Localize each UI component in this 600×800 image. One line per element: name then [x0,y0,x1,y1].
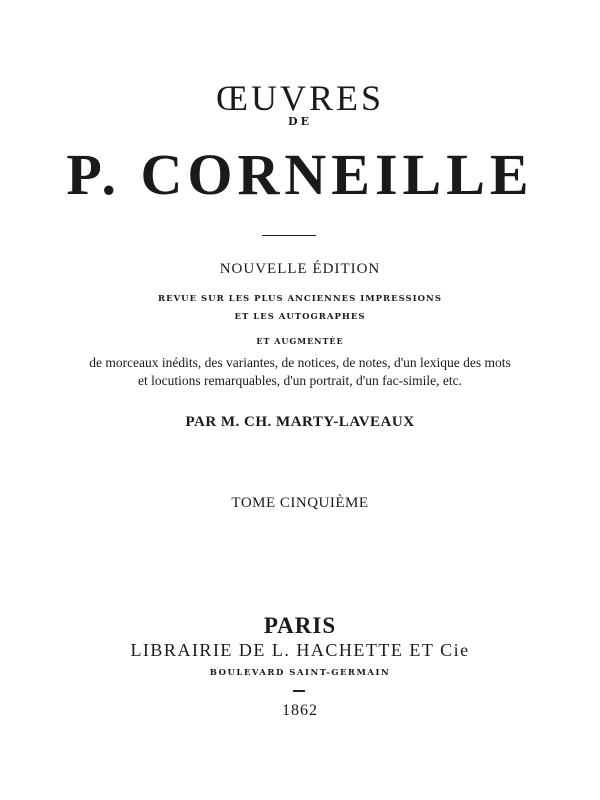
title-de: DE [288,115,312,128]
augmentee-label: ET AUGMENTÉE [256,336,344,346]
small-rule [293,690,305,692]
revue-line-2: ET LES AUTOGRAPHES [234,312,366,322]
editor-credit: PAR M. CH. MARTY-LAVEAUX [185,414,415,430]
volume-label: TOME CINQUIÈME [231,495,369,511]
year: 1862 [282,702,318,719]
revue-line-1: REVUE SUR LES PLUS ANCIENNES IMPRESSIONS [158,294,442,304]
author-name: P. CORNEILLE [66,142,534,207]
contents-line-2: et locutions remarquables, d'un portrait, d'un fac-simile, etc. [138,373,462,388]
address: BOULEVARD SAINT-GERMAIN [209,668,391,678]
contents-line-1: de morceaux inédits, des variantes, de notices, de notes, d'un lexique des mots [89,355,511,370]
divider-rule [262,235,316,236]
publisher: LIBRAIRIE DE L. HACHETTE ET Cie [130,640,470,660]
edition-label: NOUVELLE ÉDITION [219,261,381,277]
title: ŒUVRES [215,78,385,118]
city: PARIS [263,613,337,638]
